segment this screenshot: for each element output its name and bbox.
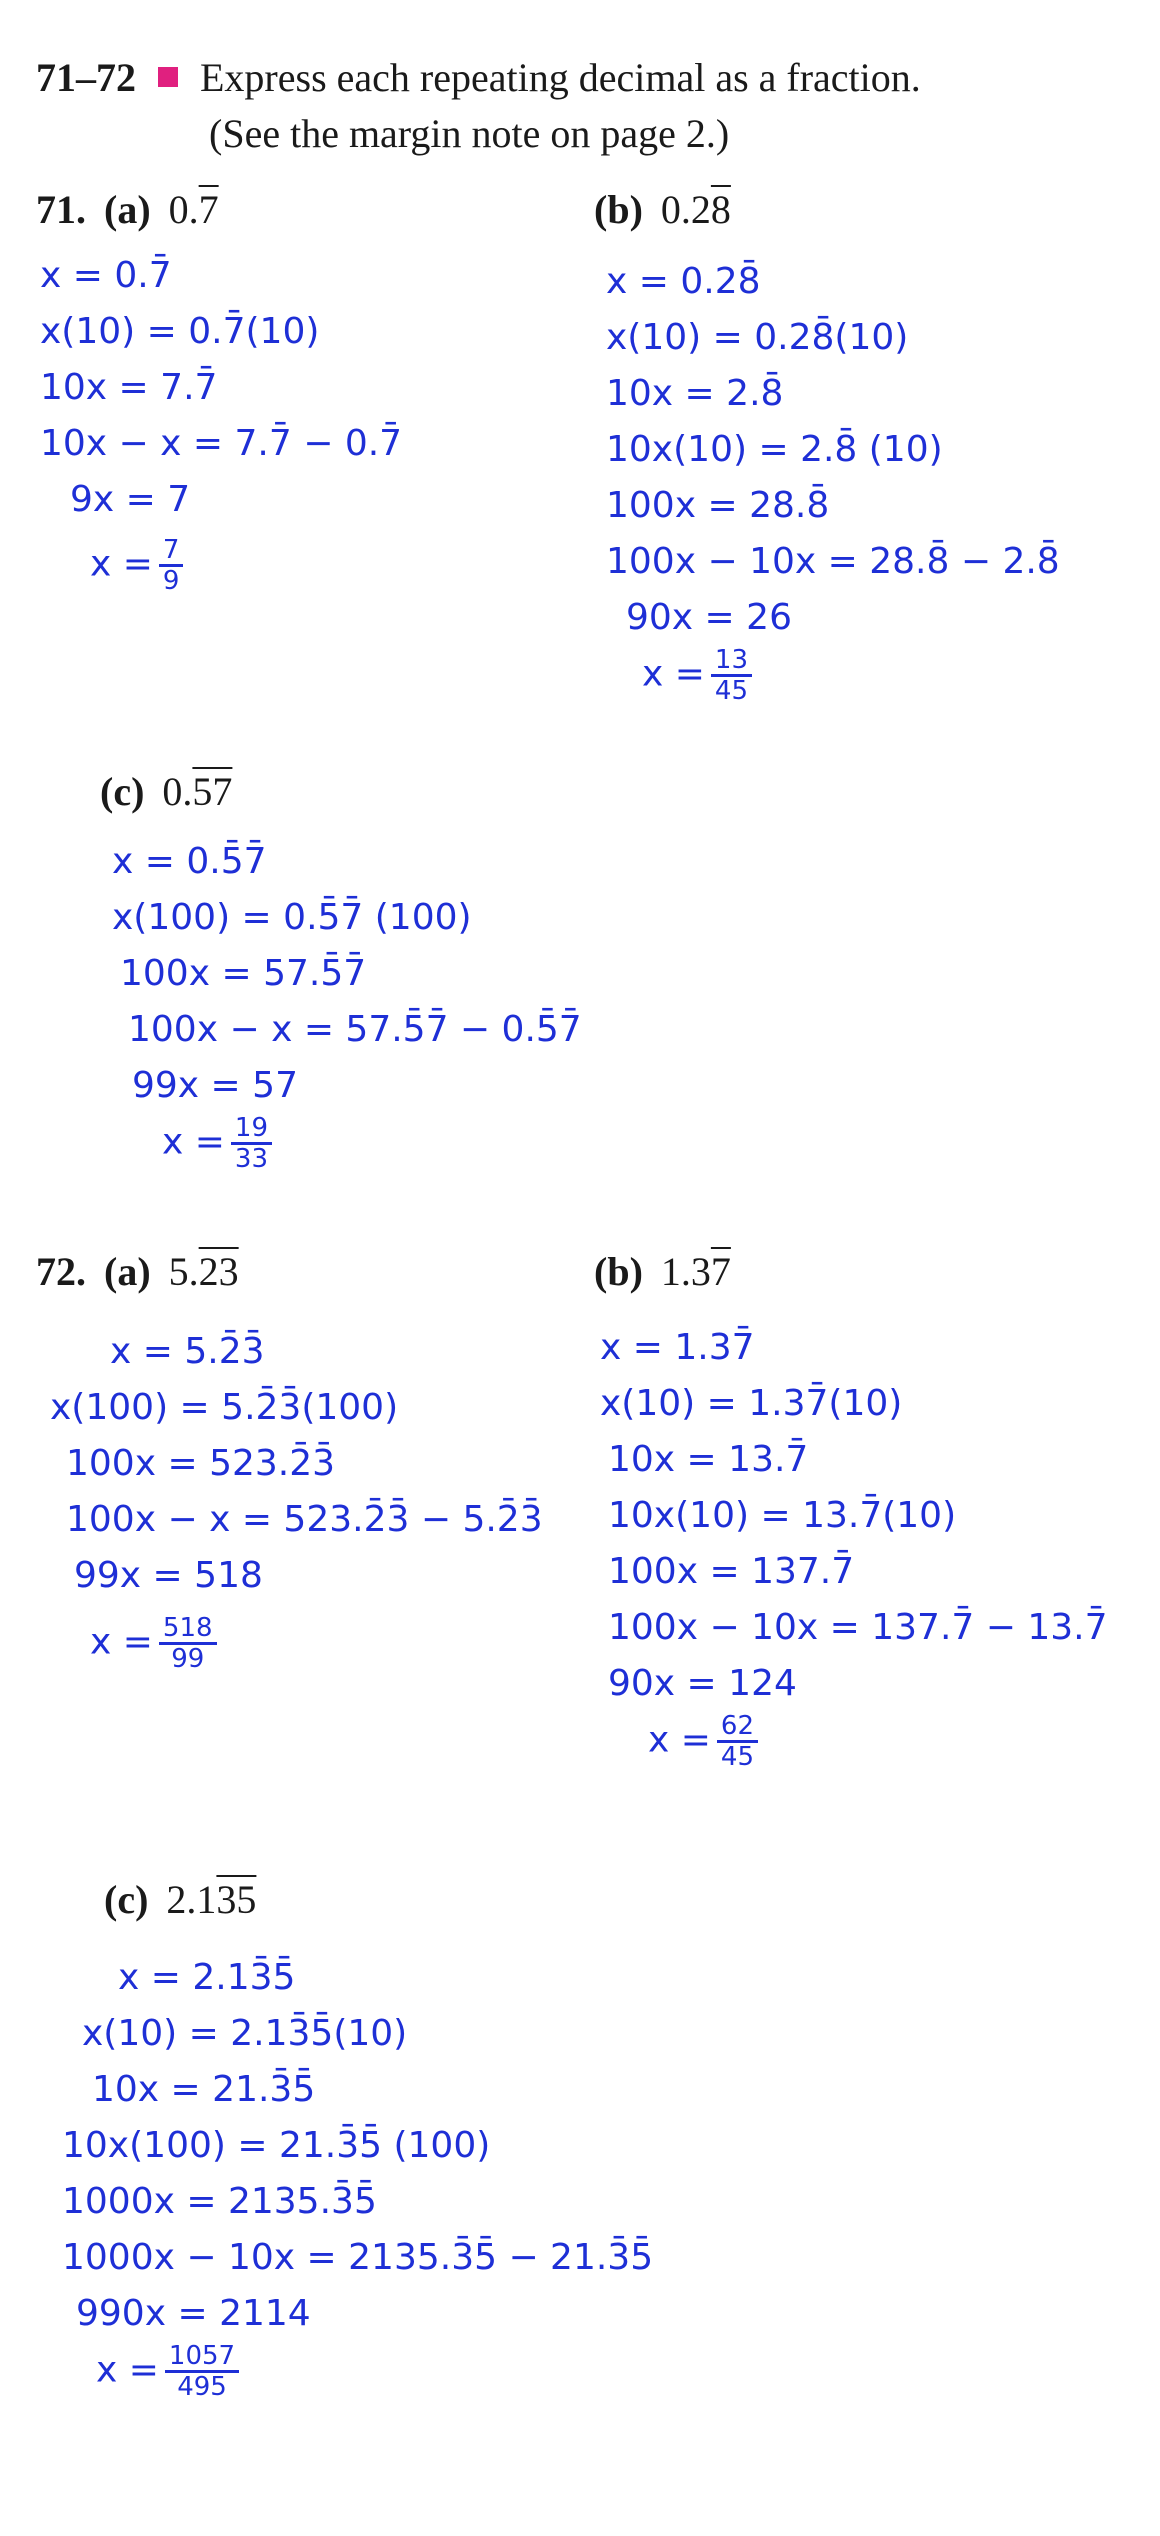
work-line: 99x = 57 xyxy=(132,1065,298,1106)
work-line: x = 0.5̄7̄ xyxy=(112,841,267,882)
work-line: x(100) = 5.2̄3̄(100) xyxy=(50,1387,399,1428)
answer-numerator: 19 xyxy=(231,1114,272,1145)
work-line: 10x(100) = 21.3̄5̄ (100) xyxy=(62,2125,491,2166)
work-line: 1000x = 2135.3̄5̄ xyxy=(62,2181,377,2222)
decimal-repeat: 8 xyxy=(710,187,731,232)
work-line: 10x − x = 7.7̄ − 0.7̄ xyxy=(40,423,403,464)
answer-fraction xyxy=(159,1614,217,1673)
answer-lead: x = xyxy=(96,2349,159,2391)
work-line: 100x − 10x = 137.7̄ − 13.7̄ xyxy=(608,1607,1108,1648)
problem-part: (a) xyxy=(104,187,151,232)
answer-lead: x = xyxy=(90,1621,153,1663)
section-marker-icon xyxy=(158,67,178,87)
answer-line xyxy=(50,1614,543,1684)
work-line: 10x = 13.7̄ xyxy=(608,1439,809,1480)
problem-71a-work xyxy=(40,248,402,606)
decimal-repeat: 35 xyxy=(216,1877,257,1922)
problem-part: (c) xyxy=(104,1877,149,1922)
answer-denominator: 99 xyxy=(171,1644,205,1674)
work-line: 10x(10) = 2.8̄ (10) xyxy=(606,429,943,470)
instruction-line-1: Express each repeating decimal as a fraction. xyxy=(200,55,921,100)
problem-number: 71. xyxy=(36,187,86,232)
answer-numerator: 518 xyxy=(159,1614,217,1645)
problem-72a-work xyxy=(50,1324,543,1684)
work-line: 9x = 7 xyxy=(70,479,191,520)
work-line: 100x − x = 57.5̄7̄ − 0.5̄7̄ xyxy=(128,1009,582,1050)
work-line: x(10) = 0.28̄(10) xyxy=(606,317,909,358)
answer-numerator: 62 xyxy=(717,1712,758,1743)
answer-numerator: 13 xyxy=(711,646,752,677)
problem-72c-work xyxy=(62,1950,653,2422)
work-line: 100x = 523.2̄3̄ xyxy=(66,1443,336,1484)
problem-71a-label xyxy=(36,186,219,234)
work-line: 990x = 2114 xyxy=(76,2293,311,2334)
work-line: x = 0.7̄ xyxy=(40,255,172,296)
exercise-range: 71–72 xyxy=(36,55,136,100)
problem-part: (a) xyxy=(104,1249,151,1294)
work-line: 100x = 137.7̄ xyxy=(608,1551,855,1592)
problem-part: (c) xyxy=(100,769,145,814)
answer-lead: x = xyxy=(648,1719,711,1761)
work-line: x = 0.28̄ xyxy=(606,261,761,302)
answer-lead: x = xyxy=(90,543,153,585)
answer-lead: x = xyxy=(642,653,705,695)
work-line: 10x = 7.7̄ xyxy=(40,367,218,408)
work-line: x(10) = 2.13̄5̄(10) xyxy=(82,2013,408,2054)
work-line: x = 2.13̄5̄ xyxy=(118,1957,296,1998)
work-line: 1000x − 10x = 2135.3̄5̄ − 21.3̄5̄ xyxy=(62,2237,654,2278)
answer-fraction xyxy=(711,646,752,705)
problem-part: (b) xyxy=(594,1249,643,1294)
answer-line xyxy=(62,2342,653,2422)
work-line: 100x = 28.8̄ xyxy=(606,485,830,526)
answer-line xyxy=(606,646,1060,716)
answer-fraction xyxy=(159,536,184,595)
decimal-repeat: 57 xyxy=(192,769,233,814)
work-line: x(10) = 0.7̄(10) xyxy=(40,311,320,352)
problem-72b-label xyxy=(594,1248,731,1296)
problem-71c-label xyxy=(100,768,232,816)
answer-denominator: 45 xyxy=(720,1742,755,1772)
decimal-lead: 0.2 xyxy=(660,187,711,232)
work-line: 10x = 2.8̄ xyxy=(606,373,784,414)
problem-number: 72. xyxy=(36,1249,86,1294)
answer-line xyxy=(40,536,402,606)
problem-71b-work xyxy=(606,254,1060,716)
work-line: 99x = 518 xyxy=(74,1555,263,1596)
decimal-repeat: 23 xyxy=(198,1249,239,1294)
answer-lead: x = xyxy=(162,1121,225,1163)
work-line: 90x = 124 xyxy=(608,1663,797,1704)
work-line: x(10) = 1.37̄(10) xyxy=(600,1383,903,1424)
answer-fraction xyxy=(165,2342,239,2401)
answer-line xyxy=(112,1114,582,1184)
decimal-lead: 0. xyxy=(168,187,199,232)
answer-numerator: 7 xyxy=(159,536,184,567)
answer-denominator: 33 xyxy=(234,1144,269,1174)
work-line: x(100) = 0.5̄7̄ (100) xyxy=(112,897,472,938)
answer-fraction xyxy=(717,1712,758,1771)
work-line: x = 5.2̄3̄ xyxy=(110,1331,265,1372)
answer-denominator: 45 xyxy=(714,676,749,706)
answer-denominator: 495 xyxy=(177,2372,227,2402)
exercise-header xyxy=(36,50,921,106)
decimal-repeat: 7 xyxy=(710,1249,731,1294)
problem-71b-label xyxy=(594,186,731,234)
work-line: 100x = 57.5̄7̄ xyxy=(120,953,367,994)
work-line: 10x(10) = 13.7̄(10) xyxy=(608,1495,957,1536)
decimal-lead: 2.1 xyxy=(166,1877,217,1922)
answer-line xyxy=(600,1712,1108,1782)
decimal-lead: 5. xyxy=(168,1249,199,1294)
decimal-repeat: 7 xyxy=(198,187,219,232)
work-line: x = 1.37̄ xyxy=(600,1327,755,1368)
work-line: 100x − 10x = 28.8̄ − 2.8̄ xyxy=(606,541,1060,582)
decimal-lead: 0. xyxy=(162,769,193,814)
problem-72b-work xyxy=(600,1320,1108,1782)
answer-fraction xyxy=(231,1114,272,1173)
answer-numerator: 1057 xyxy=(165,2342,239,2373)
decimal-lead: 1.3 xyxy=(660,1249,711,1294)
work-line: 100x − x = 523.2̄3̄ − 5.2̄3̄ xyxy=(66,1499,543,1540)
work-line: 90x = 26 xyxy=(626,597,792,638)
answer-denominator: 9 xyxy=(162,566,180,596)
problem-72c-label xyxy=(104,1876,256,1924)
work-line: 10x = 21.3̄5̄ xyxy=(92,2069,316,2110)
problem-72a-label xyxy=(36,1248,239,1296)
problem-71c-work xyxy=(112,834,582,1184)
problem-part: (b) xyxy=(594,187,643,232)
instruction-line-2: (See the margin note on page 2.) xyxy=(209,111,730,156)
